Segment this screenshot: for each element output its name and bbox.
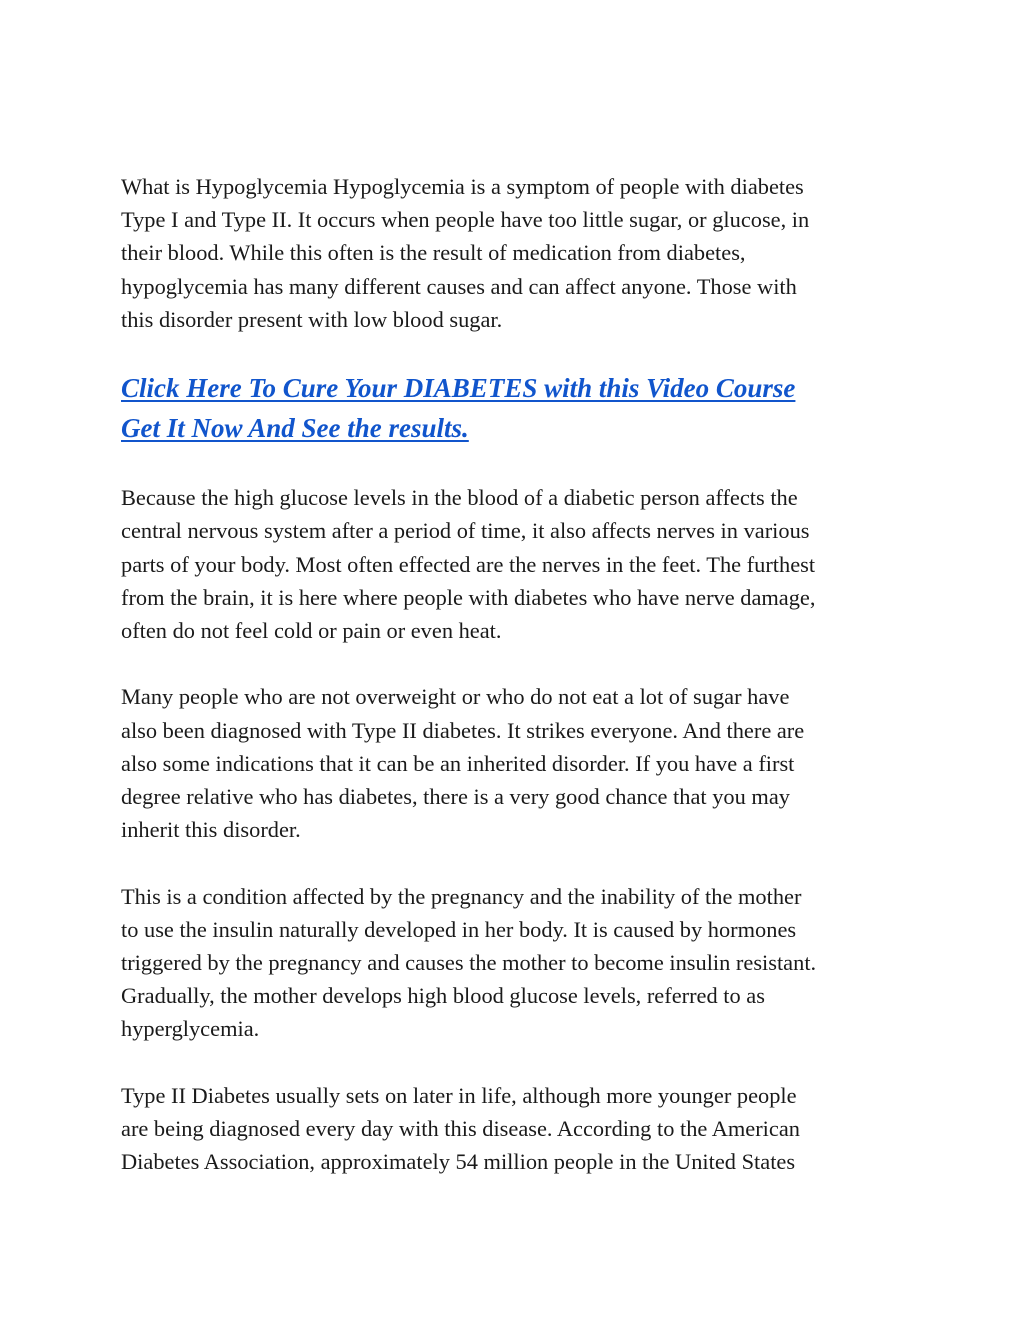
- promo-link[interactable]: Click Here To Cure Your DIABETES with this Video Course Get It Now And See the results.: [121, 373, 796, 443]
- paragraph-onset: Type II Diabetes usually sets on later in life, although more younger people are being diagnosed every day with this disease. According to the American Diabetes Association, approximately 54 million people in the United States: [121, 1082, 800, 1175]
- paragraph-pregnancy: This is a condition affected by the pregnancy and the inability of the mother to use the insulin naturally developed in her body. It is caused by hormones triggered by the pregnancy and causes the mother to become insulin resistant. Gradually, the mother develops high blood glucose levels, referred to as hyperglycemia.: [121, 883, 817, 1042]
- promo-block: [121, 369, 911, 448]
- paragraph-type-ii: Many people who are not overweight or who do not eat a lot of sugar have also been diagnosed with Type II diabetes. It strikes everyone. And there are also some indications that it can be an inherited disorder. If you have a first degree relative who has diabetes, there is a very good chance that you may inherit this disorder.: [121, 684, 805, 843]
- paragraph-hypoglycemia: What is Hypoglycemia Hypoglycemia is a symptom of people with diabetes Type I and Type II. It occurs when people have too little sugar, or glucose, in their blood. While this often is the result of medication from diabetes, hypoglycemia has many different causes and can affect anyone. Those with this disorder present with low blood sugar.: [121, 174, 810, 332]
- paragraph-nerves: Because the high glucose levels in the blood of a diabetic person affects the central nervous system after a period of time, it also affects nerves in various parts of your body. Most often effected are the nerves in the feet. The furthest from the brain, it is here where people with diabetes who have nerve damage, often do not feel cold or pain or even heat.: [121, 485, 816, 644]
- document-page: [121, 170, 911, 1212]
